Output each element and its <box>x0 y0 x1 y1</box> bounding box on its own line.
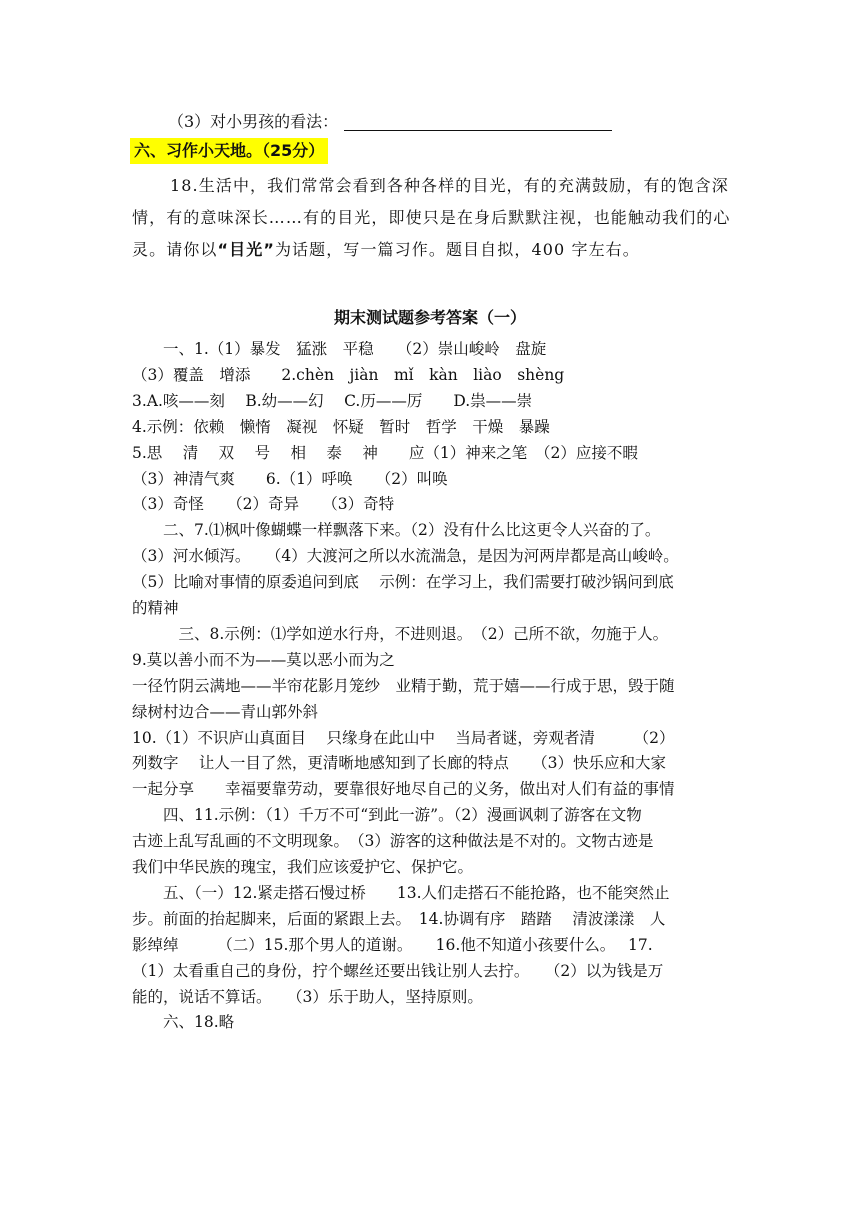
answer-line: 4.示例：依赖 懒惰 凝视 怀疑 暂时 哲学 干燥 暴躁 <box>132 417 550 436</box>
answer-line: （3）神清气爽 6.（1）呼唤 （2）叫唤 <box>132 469 448 488</box>
answer-line: 列数字 让人一目了然，更清晰地感知到了长廊的特点 （3）快乐应和大家 <box>132 754 667 773</box>
answer-line: 古迹上乱写乱画的不文明现象。 （3）游客的这种做法是不对的。文物古迹是 <box>132 832 654 851</box>
essay-line-1: 18.生活中，我们常常会看到各种各样的目光，有的充满鼓励，有的饱含深 <box>170 176 729 195</box>
answer-line: 3.A.咳——刻 B.幼——幻 C.历——厉 D.祟——崇 <box>132 391 533 410</box>
answer-line: 二、7.⑴枫叶像蝴蝶一样飘落下来。（2）没有什么比这更令人兴奋的了。 <box>132 521 661 540</box>
section-6-heading: 六、习作小天地。（25分） <box>130 138 328 164</box>
question-3-label: （3）对小男孩的看法： <box>168 112 339 131</box>
answer-line: 一起分享 幸福要靠劳动，要靠很好地尽自己的义务，做出对人们有益的事情 <box>132 780 675 799</box>
answer-line: （3）覆盖 增添 2.chèn jiàn mǐ kàn liào shèng <box>132 365 565 384</box>
answer-line: 10.（1）不识庐山真面目 只缘身在此山中 当局者谜，旁观者清 （2） <box>132 728 675 747</box>
answer-line: 绿树村边合——青山郭外斜 <box>132 702 319 721</box>
question-3-prompt <box>168 110 768 134</box>
answer-line: （3）河水倾泻。 （4）大渡河之所以水流湍急，是因为河两岸都是高山峻岭。 <box>132 547 679 566</box>
essay-line-2: 情，有的意味深长……有的目光，即使只是在身后默默注视，也能触动我们的心 <box>132 208 731 227</box>
answer-line: （1）太看重自己的身份，拧个螺丝还要出钱让别人去拧。 （2）以为钱是万 <box>132 961 664 980</box>
answer-line: 我们中华民族的瑰宝，我们应该爱护它、保护它。 <box>132 858 474 876</box>
answer-line: 影绰绰 （二）15.那个男人的道谢。 16.他不知道小孩要什么。 17. <box>132 935 653 954</box>
essay-keyword: “目光” <box>217 240 275 259</box>
answer-key-title: 期末测试题参考答案（一） <box>333 308 526 327</box>
answer-blank-line <box>344 112 612 131</box>
answer-line: 的精神 <box>132 599 179 617</box>
answer-line: 一径竹阴云满地——半帘花影月笼纱 业精于勤，荒于嬉——行成于思，毁于随 <box>132 676 675 695</box>
answer-line: 步。前面的抬起脚来，后面的紧跟上去。 14.协调有序 踏踏 清波漾漾 人 <box>132 909 666 928</box>
answer-line: 能的，说话不算话。 （3）乐于助人，坚持原则。 <box>132 987 483 1006</box>
answer-line: 四、11.示例：（1）千万不可“到此一游”。（2）漫画讽刺了游客在文物 <box>132 806 642 825</box>
answer-line: 三、8.示例：⑴学如逆水行舟，不进则退。 （2）己所不欲，勿施于人。 <box>132 624 669 643</box>
answer-line: 9.莫以善小而不为——莫以恶小而为之 <box>132 650 395 669</box>
answer-line: 五、（一）12.紧走搭石慢过桥 13.人们走搭石不能抢路，也不能突然止 <box>132 883 670 902</box>
essay-line-3-start: 灵。请你以 <box>132 240 218 259</box>
answer-line: （3）奇怪 （2）奇异 （3）奇特 <box>132 495 395 514</box>
essay-line-3 <box>132 234 732 266</box>
answer-line: 一、1.（1）暴发 猛涨 平稳 （2）崇山峻岭 盘旋 <box>132 340 547 358</box>
essay-prompt <box>132 170 732 266</box>
answer-line: 六、18.略 <box>132 1013 235 1032</box>
answer-line: 5.思 清 双 号 相 泰 神 应（1）神来之笔 （2）应接不暇 <box>132 443 638 462</box>
answer-line: （5）比喻对事情的原委追问到底 示例：在学习上，我们需要打破沙锅问到底 <box>132 573 674 592</box>
essay-line-3-end: 为话题，写一篇习作。题目自拟，400 字左右。 <box>274 240 640 259</box>
